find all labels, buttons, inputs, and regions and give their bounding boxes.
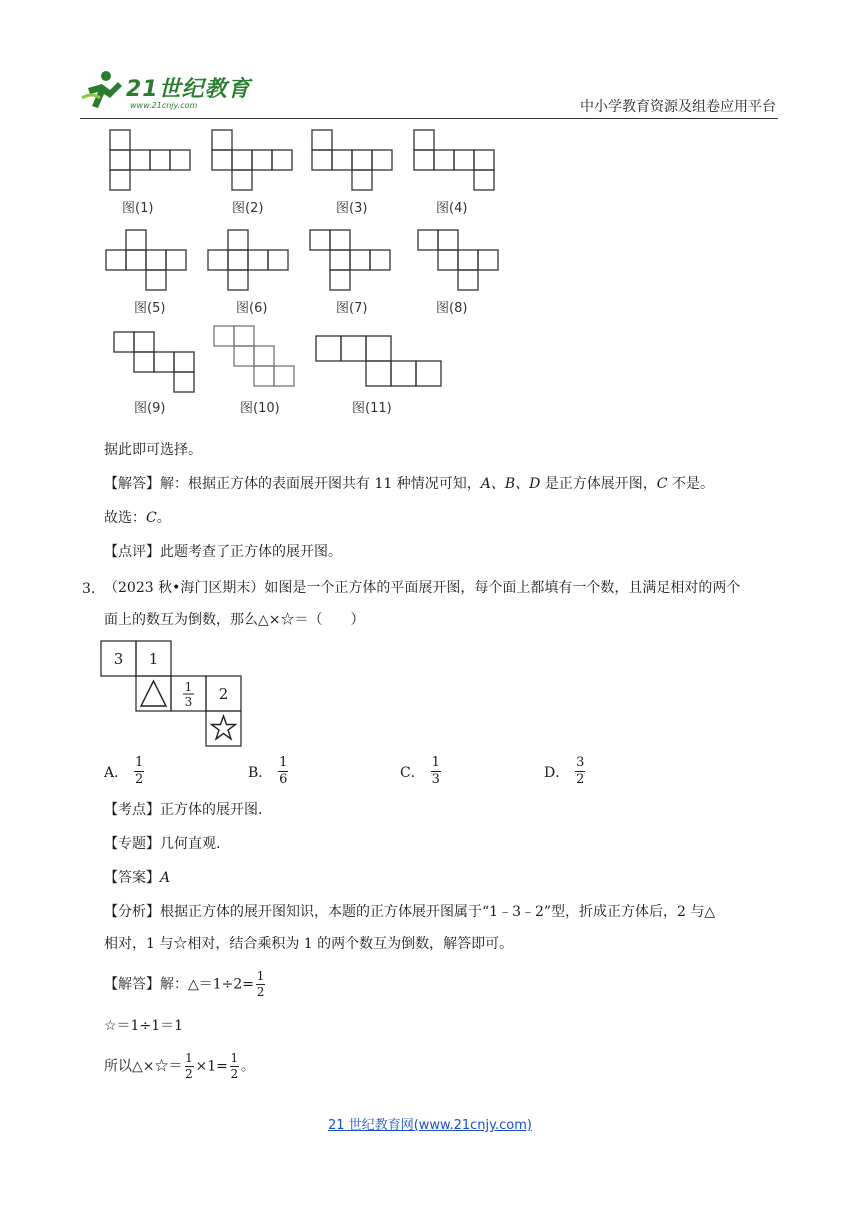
cell-1: 1	[148, 650, 159, 668]
prev-answer: 【解答】解：根据正方体的表面展开图共有 11 种情况可知，A、B、D 是正方体展开图，C 不是。	[104, 476, 714, 492]
platform-name: 中小学教育资源及组卷应用平台	[580, 99, 776, 115]
site-logo	[80, 68, 260, 116]
question-number: 3．	[82, 581, 105, 597]
question-line-1: （2023 秋•海门区期末）如图是一个正方体的平面展开图，每个面上都填有一个数，且满足相对的两个	[104, 580, 741, 596]
result-line: 所以△×☆＝ $\frac{1}{2}$ ×1= $\frac{1}{2}$ 。	[104, 1051, 255, 1081]
jieda-line-1: 【解答】解：△＝1÷2= $\frac{1}{2}$	[104, 969, 265, 999]
net-3	[312, 130, 392, 190]
logo-url: www.21cnjy.com	[130, 101, 198, 110]
kaodian: 【考点】正方体的展开图.	[104, 802, 263, 818]
cube-net-question-figure	[100, 640, 248, 748]
net-10	[214, 326, 294, 386]
star-icon	[212, 716, 236, 739]
cube-nets-figure	[100, 124, 520, 424]
net-5	[106, 230, 186, 290]
net-label-8: 图(8)	[436, 301, 468, 316]
net-1	[110, 130, 190, 190]
net-label-10: 图(10)	[240, 401, 280, 416]
net-4	[414, 130, 494, 190]
net-label-6: 图(6)	[236, 301, 268, 316]
net-label-4: 图(4)	[436, 201, 468, 216]
option-b[interactable]: B． $\frac{1}{6}$	[248, 755, 288, 787]
header-divider	[80, 118, 778, 119]
logo-text: 21世纪教育	[126, 77, 251, 102]
footer-link[interactable]: 21 世纪教育网(www.21cnjy.com)	[328, 1118, 532, 1133]
zhuanti: 【专题】几何直观.	[104, 836, 221, 852]
net-label-3: 图(3)	[336, 201, 368, 216]
prev-choose: 故选：C。	[104, 510, 171, 526]
net-7	[310, 230, 390, 290]
daan: 【答案】A	[104, 870, 171, 886]
net-6	[208, 230, 288, 290]
net-label-1: 图(1)	[122, 201, 154, 216]
net-2	[212, 130, 292, 190]
runner-logo-icon	[80, 68, 126, 114]
net-label-9: 图(9)	[134, 401, 166, 416]
cell-3: 3	[113, 650, 124, 668]
star-line: ☆＝1÷1＝1	[104, 1018, 184, 1034]
option-c[interactable]: C． $\frac{1}{3}$	[400, 755, 440, 787]
option-d[interactable]: D． $\frac{3}{2}$	[544, 755, 585, 787]
net-label-2: 图(2)	[232, 201, 264, 216]
question-line-2: 面上的数互为倒数，那么△×☆＝（ ）	[104, 612, 365, 628]
prev-comment: 【点评】此题考查了正方体的展开图。	[104, 544, 342, 560]
select-line: 据此即可选择。	[104, 442, 202, 458]
triangle-icon	[141, 681, 166, 706]
net-label-5: 图(5)	[134, 301, 166, 316]
net-11	[316, 336, 441, 386]
fenxi-line-2: 相对，1 与☆相对，结合乘积为 1 的两个数互为倒数，解答即可。	[104, 936, 514, 952]
fenxi-line-1: 【分析】根据正方体的展开图知识，本题的正方体展开图属于“1﹣3﹣2”型，折成正方体后，2 与△	[104, 904, 716, 920]
net-label-11: 图(11)	[352, 401, 392, 416]
net-9	[114, 332, 194, 392]
net-8	[418, 230, 498, 290]
cell-frac-num: 1	[184, 680, 193, 694]
cell-frac-den: 3	[184, 695, 193, 709]
net-label-7: 图(7)	[336, 301, 368, 316]
option-a[interactable]: A． $\frac{1}{2}$	[104, 755, 144, 787]
cell-2: 2	[218, 685, 229, 703]
